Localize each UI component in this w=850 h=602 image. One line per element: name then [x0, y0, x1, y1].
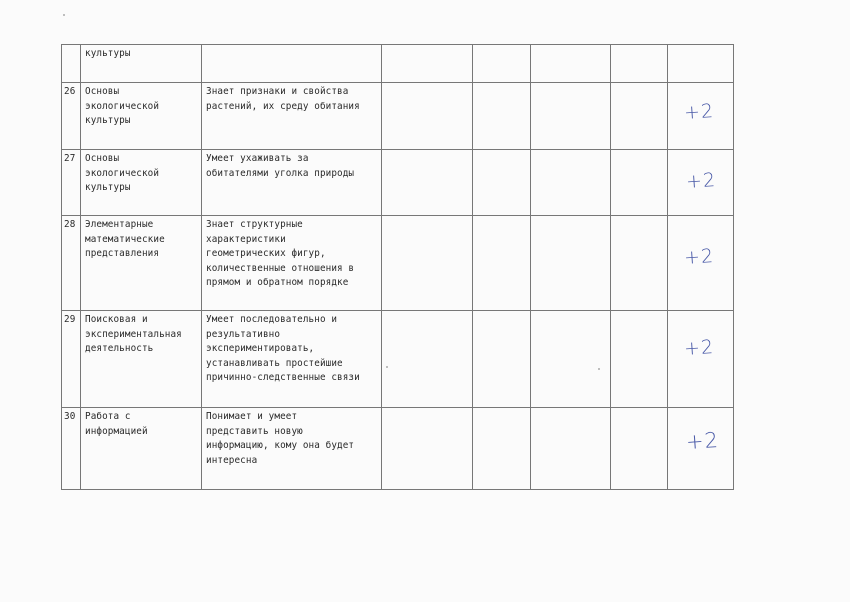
row-number: 29: [62, 311, 81, 408]
handwritten-mark: +2: [683, 99, 715, 125]
empty-cell: [473, 216, 531, 311]
area-cell: [81, 150, 202, 216]
area-text: Элементарные математические представления: [85, 219, 165, 259]
empty-cell: [382, 45, 473, 83]
criterion-text: Знает признаки и свойства растений, их среду обитания: [206, 86, 360, 112]
criterion-text: Понимает и умеет представить новую информацию, кому она будет интересна: [206, 411, 355, 466]
table-row: [62, 216, 734, 311]
empty-cell: [382, 408, 473, 490]
empty-cell: [473, 408, 531, 490]
area-text: Основы экологической культуры: [85, 153, 160, 193]
mark-cell: [668, 83, 734, 150]
table-row: [62, 45, 734, 83]
handwritten-mark: +2: [685, 168, 717, 194]
empty-cell: [531, 150, 611, 216]
table-row: [62, 150, 734, 216]
empty-cell: [473, 45, 531, 83]
criterion-text: Знает структурные характеристики геометрических фигур, количественные отношения в прямом и обратном порядке: [206, 219, 355, 288]
criterion-cell: [202, 311, 382, 408]
row-number: 27: [62, 150, 81, 216]
area-text: Основы экологической культуры: [85, 86, 160, 126]
row-number: [62, 45, 81, 83]
area-text: культуры: [85, 48, 131, 59]
empty-cell: [531, 45, 611, 83]
table-row: [62, 311, 734, 408]
mark-cell: [668, 45, 734, 83]
scan-speck: [63, 14, 65, 16]
empty-cell: [611, 408, 668, 490]
row-number: 28: [62, 216, 81, 311]
table-row: [62, 83, 734, 150]
row-number: 30: [62, 408, 81, 490]
empty-cell: [611, 45, 668, 83]
assessment-table: [61, 44, 734, 490]
empty-cell: [473, 83, 531, 150]
empty-cell: [611, 83, 668, 150]
area-cell: [81, 408, 202, 490]
empty-cell: [473, 311, 531, 408]
empty-cell: [382, 216, 473, 311]
empty-cell: [531, 408, 611, 490]
empty-cell: [611, 311, 668, 408]
scan-speck: [598, 368, 600, 370]
area-cell: [81, 83, 202, 150]
empty-cell: [611, 150, 668, 216]
empty-cell: [531, 83, 611, 150]
area-cell: [81, 216, 202, 311]
mark-cell: [668, 311, 734, 408]
criterion-text: Умеет последовательно и результативно экспериментировать, устанавливать простейшие причинно-следственные связи: [206, 314, 360, 383]
empty-cell: [531, 216, 611, 311]
empty-cell: [473, 150, 531, 216]
row-number: 26: [62, 83, 81, 150]
handwritten-mark: +2: [683, 244, 715, 270]
criterion-cell: [202, 83, 382, 150]
criterion-text: Умеет ухаживать за обитателями уголка природы: [206, 153, 355, 179]
criterion-cell: [202, 45, 382, 83]
area-cell: [81, 45, 202, 83]
table-row: [62, 408, 734, 490]
empty-cell: [611, 216, 668, 311]
empty-cell: [382, 150, 473, 216]
empty-cell: [382, 311, 473, 408]
mark-cell: [668, 150, 734, 216]
empty-cell: [531, 311, 611, 408]
handwritten-mark: +2: [683, 335, 715, 361]
mark-cell: [668, 216, 734, 311]
empty-cell: [382, 83, 473, 150]
criterion-cell: [202, 150, 382, 216]
mark-cell: [668, 408, 734, 490]
area-cell: [81, 311, 202, 408]
area-text: Поисковая и экспериментальная деятельность: [85, 314, 182, 354]
handwritten-mark: +2: [685, 427, 720, 455]
scan-speck: [386, 366, 388, 368]
area-text: Работа с информацией: [85, 411, 148, 437]
criterion-cell: [202, 216, 382, 311]
criterion-cell: [202, 408, 382, 490]
